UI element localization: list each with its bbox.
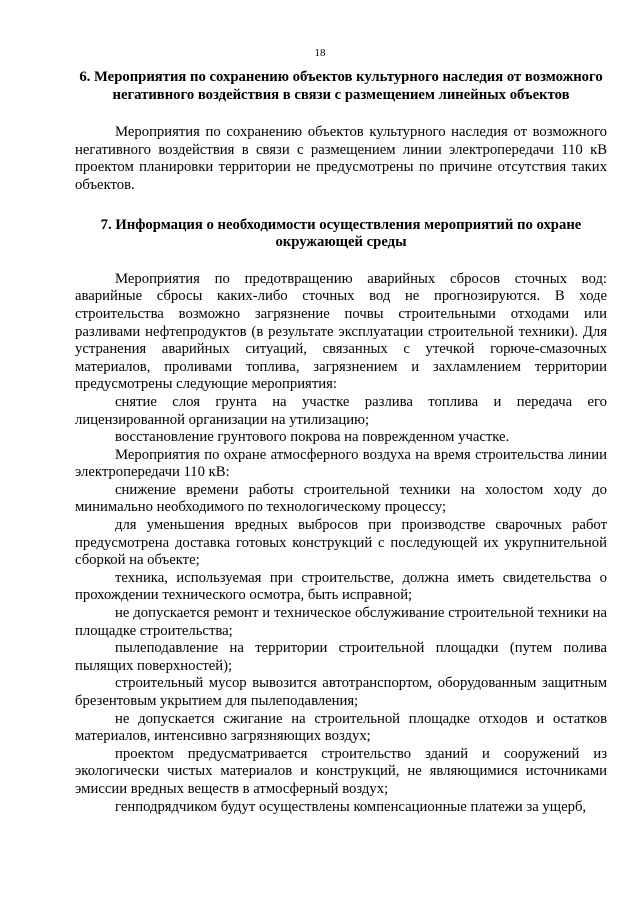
section-6-body [75, 124, 607, 194]
paragraph: Мероприятия по сохранению объектов культурного наследия от возможного негативного воздействия в связи с размещением линии электропередачи 110 кВ проектом планировки территории не предусмотрены по причине отсутствия таких объектов. [75, 124, 607, 193]
list-item: не допускается сжигание на строительной площадке отходов и остатков материалов, интенсивно загрязняющих воздух; [75, 710, 607, 745]
list-item: снятие слоя грунта на участке разлива топлива и передача его лицензированной организации на утилизацию; [75, 393, 607, 428]
page-content [75, 69, 607, 816]
section-7-body [75, 271, 607, 816]
list-item: для уменьшения вредных выбросов при производстве сварочных работ предусмотрена доставка готовых конструкций с последующей их укрупнительной сборкой на объекте; [75, 517, 607, 569]
list-item: строительный мусор вывозится автотранспортом, оборудованным защитным брезентовым укрытием для пылеподавления; [75, 675, 607, 709]
list-item: не допускается ремонт и техническое обслуживание строительной техники на площадке строительства; [75, 605, 607, 639]
section-7-heading: 7. Информация о необходимости осуществления мероприятий по охране окружающей среды [100, 216, 582, 251]
paragraph: Мероприятия по предотвращению аварийных сбросов сточных вод: аварийные сбросы каких-либо сточных вод не прогнозируются. В ходе строительства возможно загрязнение почвы строительными отходами или разливами нефтепродуктов (в результате эксплуатации строительной техники). Для устранения аварийных ситуаций, связанных с утечкой горюче-смазочных материалов, проливами топлива, загрязнением и захламлением территории предусмотрены следующие мероприятия: [75, 270, 607, 393]
section-6-heading: 6. Мероприятия по сохранению объектов культурного наследия от возможного негативного воздействия в связи с размещением линейных объектов [79, 69, 603, 103]
paragraph: Мероприятия по охране атмосферного воздуха на время строительства линии электропередачи 110 кВ: [75, 446, 607, 481]
list-item: снижение времени работы строительной техники на холостом ходу до минимально необходимого по технологическому процессу; [75, 481, 607, 516]
list-item: пылеподавление на территории строительной площадки (путем полива пылящих поверхностей); [75, 640, 607, 674]
page-number: 18 [314, 47, 326, 59]
list-item: генподрядчиком будут осуществлены компенсационные платежи за ущерб, [115, 798, 587, 815]
list-item: проектом предусматривается строительство зданий и сооружений из экологически чистых материалов и конструкций, не являющимися источниками эмиссии вредных веществ в атмосферный воздух; [75, 745, 607, 797]
list-item: техника, используемая при строительстве, должна иметь свидетельства о прохождении технического осмотра, быть исправной; [75, 569, 607, 604]
list-item: восстановление грунтового покрова на поврежденном участке. [115, 429, 510, 446]
